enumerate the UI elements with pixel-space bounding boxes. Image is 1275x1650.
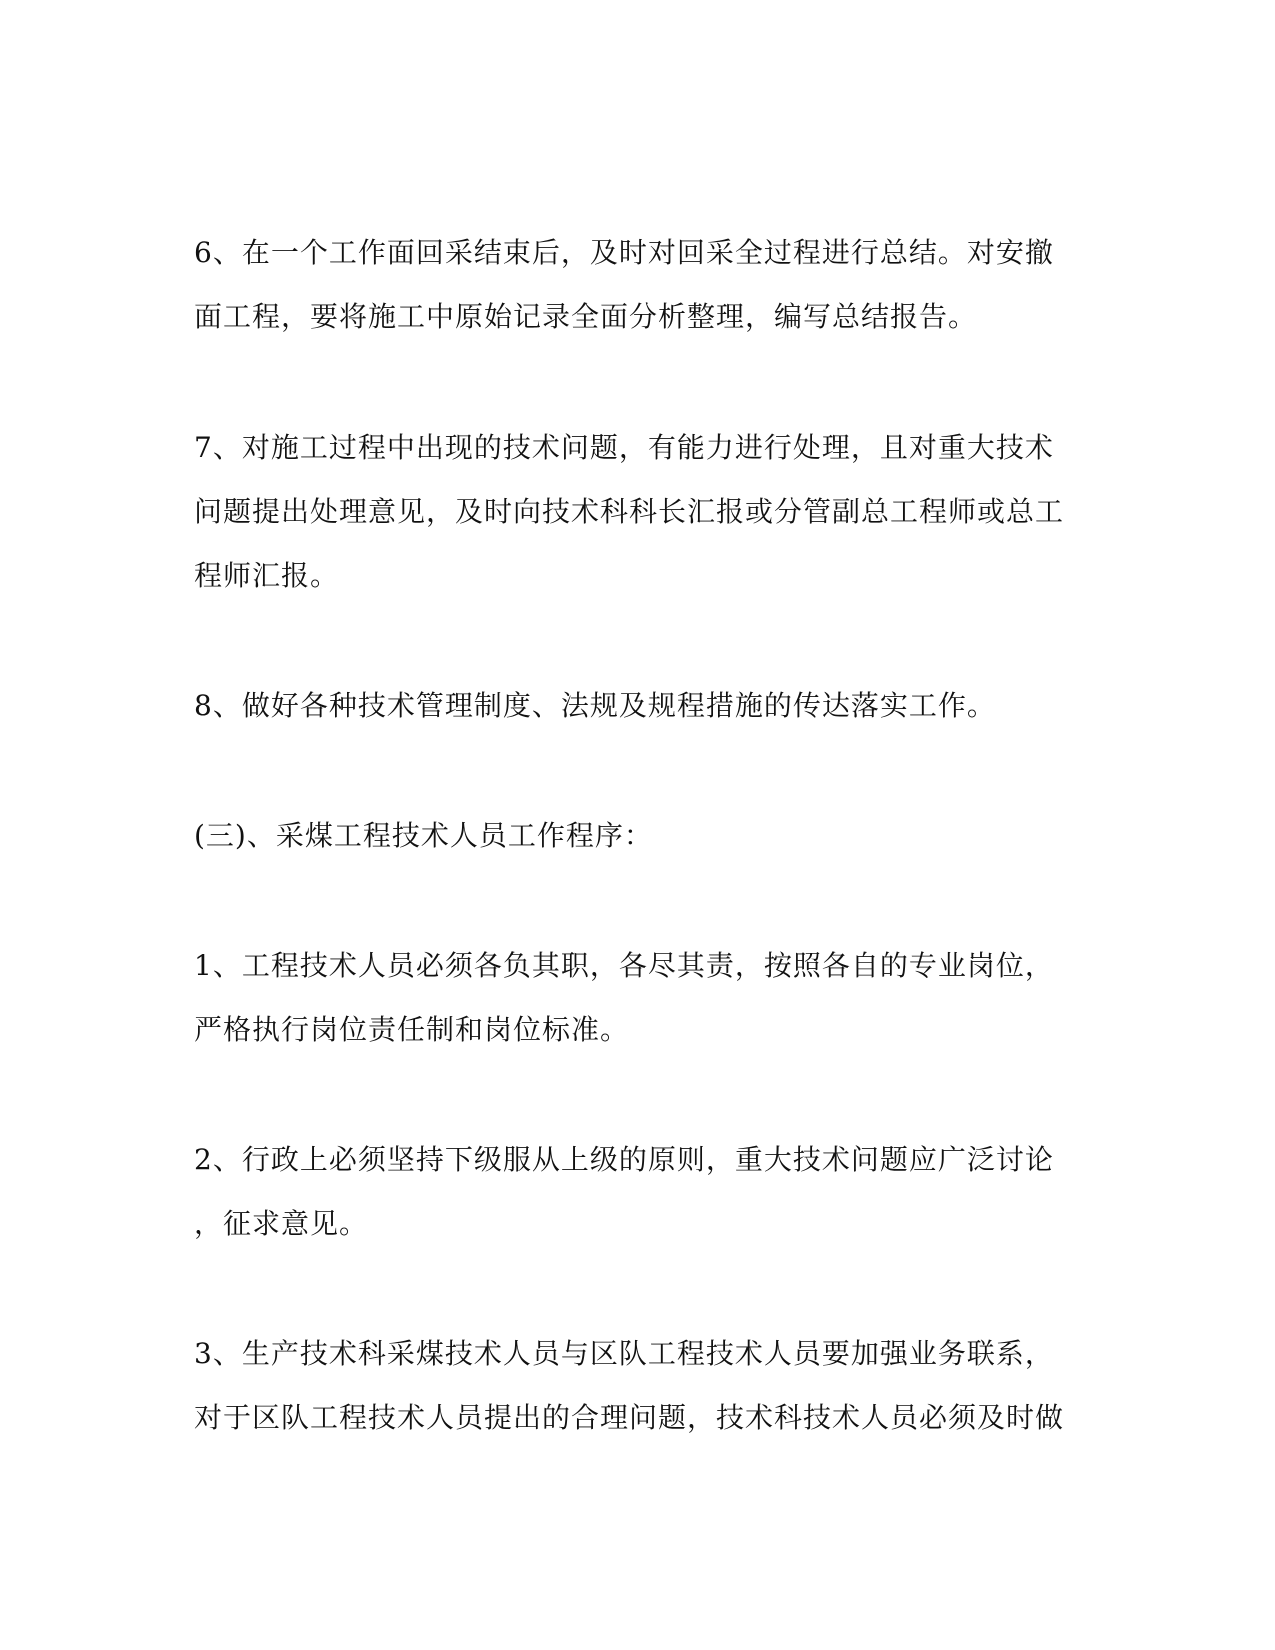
paragraph-item-2-line-1: 2、行政上必须坚持下级服从上级的原则，重大技术问题应广泛讨论 [194, 1143, 1054, 1176]
paragraph-item-1-line-1: 1、工程技术人员必须各负其职，各尽其责，按照各自的专业岗位， [194, 949, 1054, 982]
paragraph-item-7-line-2: 问题提出处理意见，及时向技术科科长汇报或分管副总工程师或总工 [194, 495, 1065, 528]
paragraph-item-2-line-2: ，征求意见。 [194, 1207, 369, 1240]
paragraph-item-3-line-2: 对于区队工程技术人员提出的合理问题，技术科技术人员必须及时做 [194, 1401, 1065, 1434]
paragraph-item-8-line-1: 8、做好各种技术管理制度、法规及规程措施的传达落实工作。 [194, 689, 996, 722]
paragraph-item-1-line-2: 严格执行岗位责任制和岗位标准。 [194, 1013, 630, 1046]
paragraph-item-6-line-2: 面工程，要将施工中原始记录全面分析整理，编写总结报告。 [194, 300, 978, 333]
section-heading: (三)、采煤工程技术人员工作程序： [194, 819, 653, 852]
paragraph-item-7-line-3: 程师汇报。 [194, 559, 340, 592]
paragraph-item-6-line-1: 6、在一个工作面回采结束后，及时对回采全过程进行总结。对安撤 [194, 236, 1054, 269]
paragraph-item-3-line-1: 3、生产技术科采煤技术人员与区队工程技术人员要加强业务联系， [194, 1337, 1054, 1370]
paragraph-item-7-line-1: 7、对施工过程中出现的技术问题，有能力进行处理，且对重大技术 [194, 431, 1054, 464]
